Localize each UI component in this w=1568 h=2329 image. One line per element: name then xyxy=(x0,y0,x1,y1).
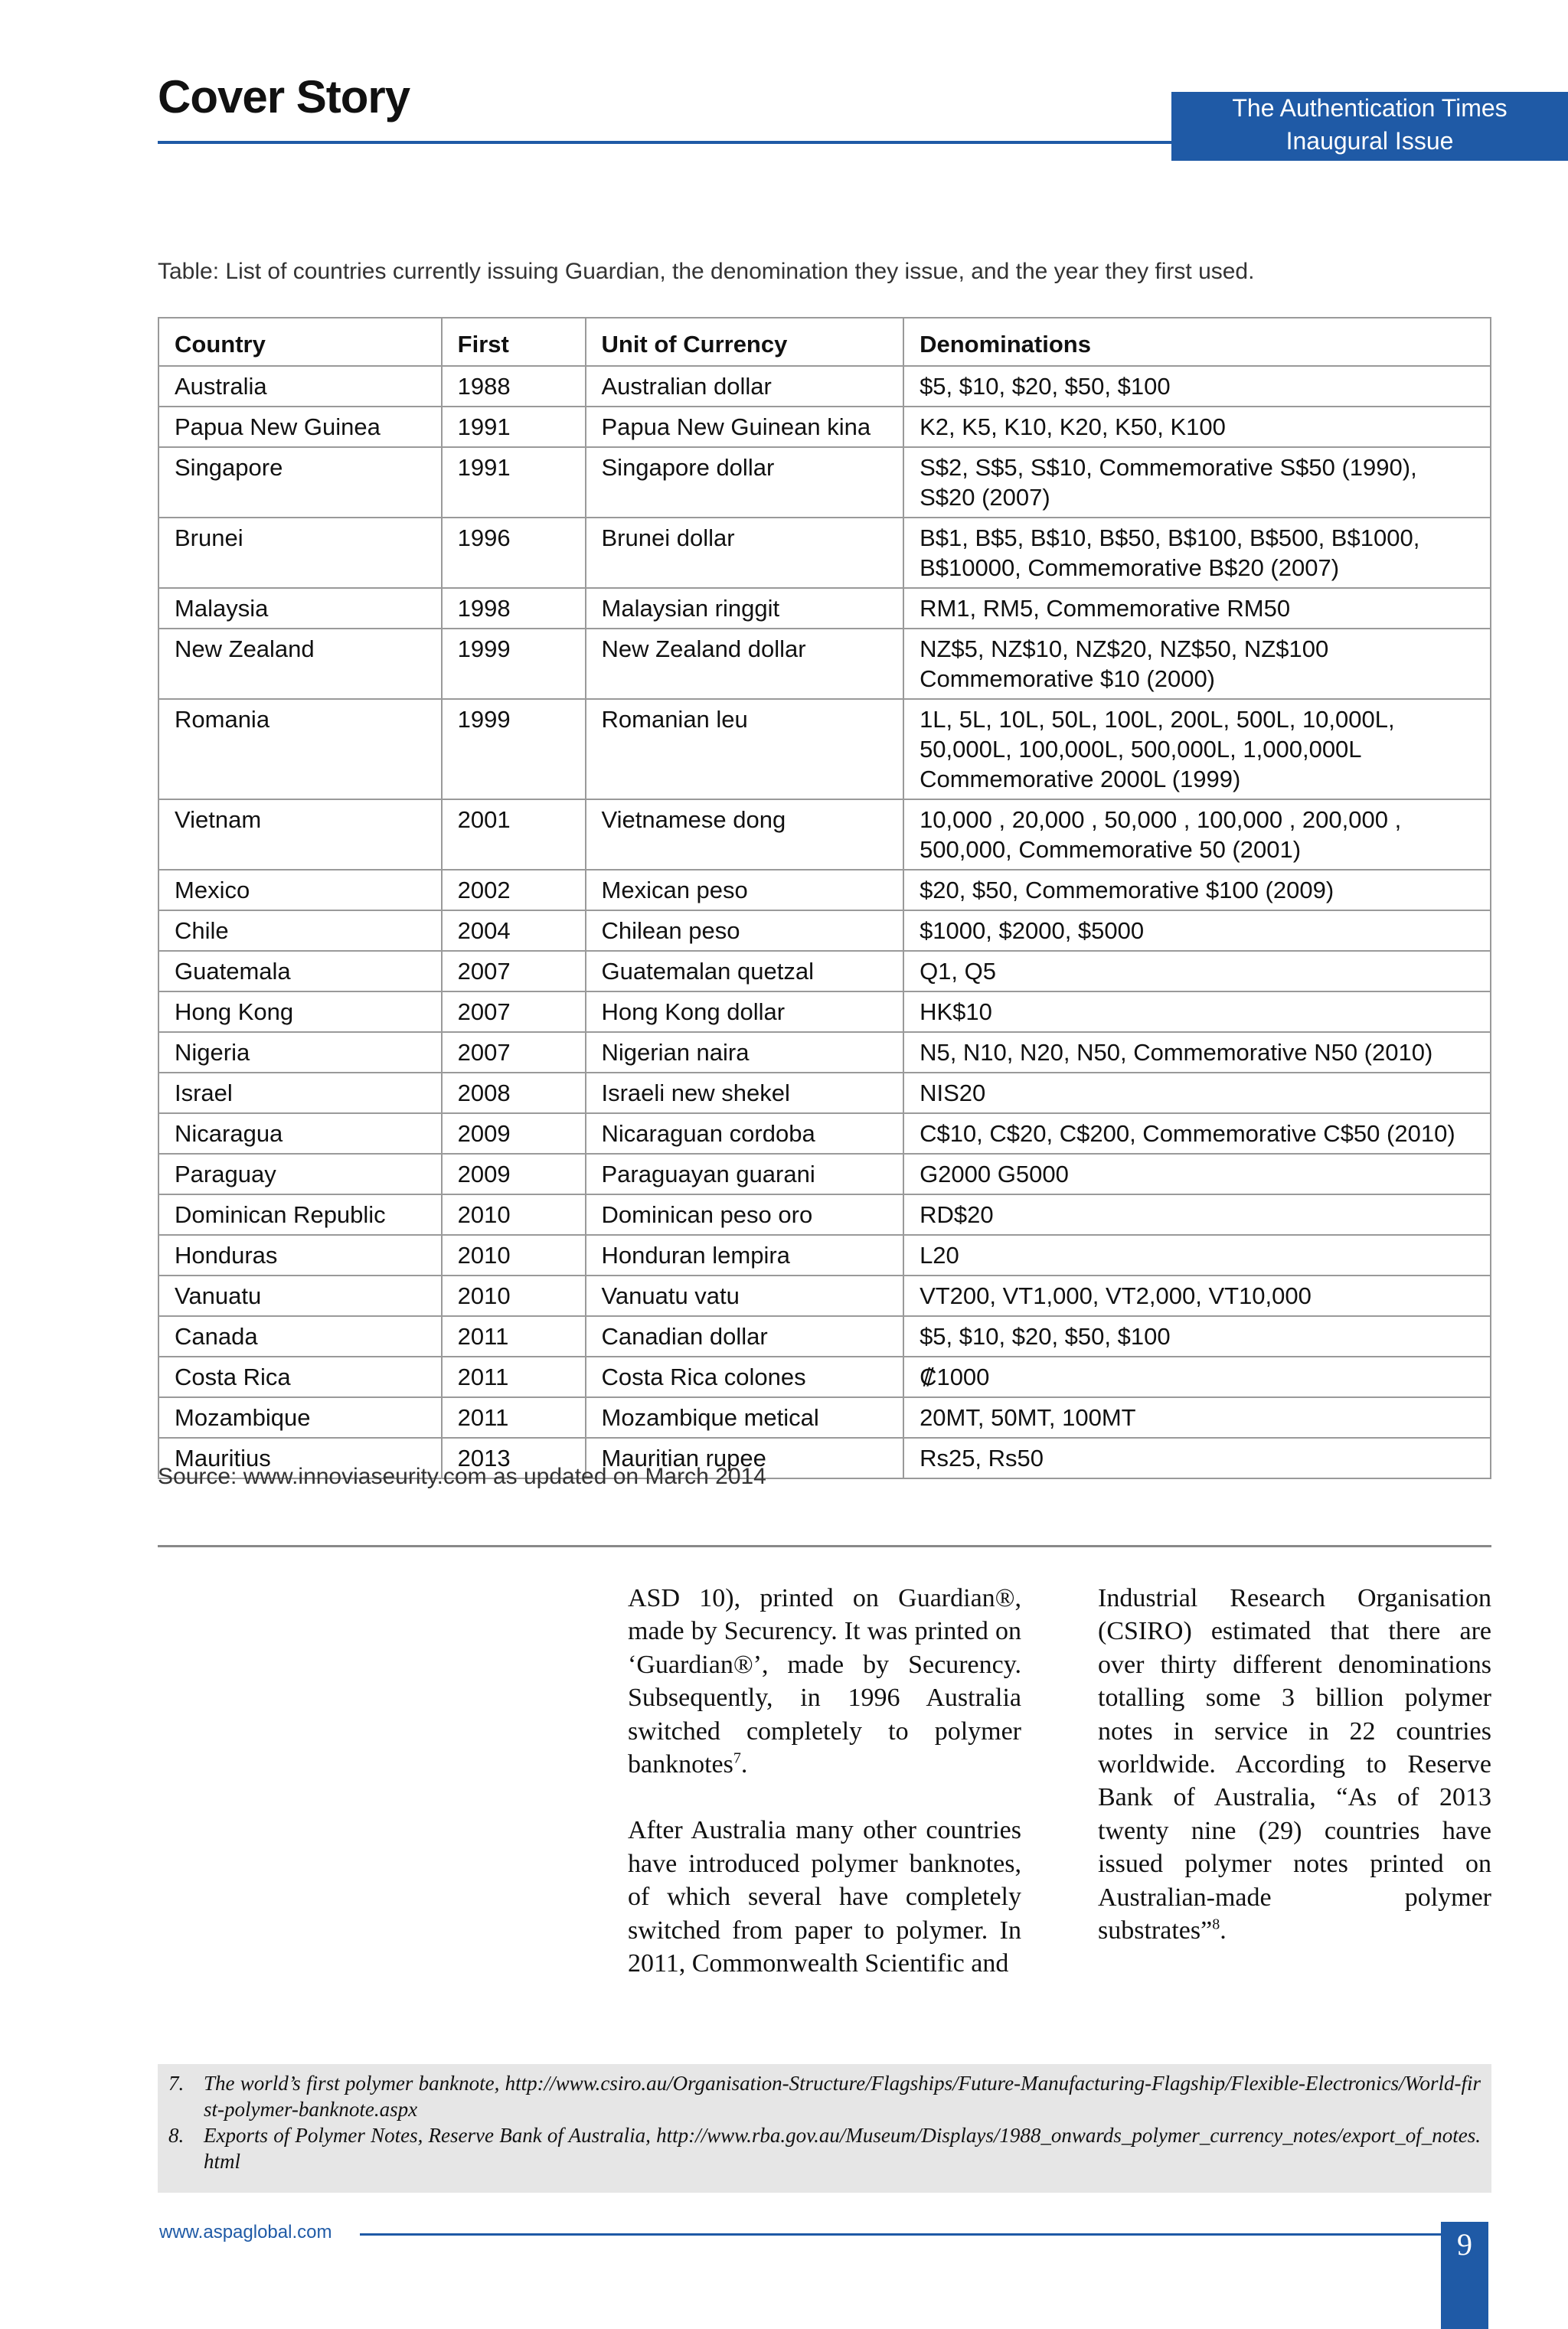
table-cell: Costa Rica xyxy=(158,1357,442,1397)
table-cell: Vietnam xyxy=(158,799,442,870)
table-cell: 1L, 5L, 10L, 50L, 100L, 200L, 500L, 10,000L, 50,000L, 100,000L, 500,000L, 1,000,000L Commemorative 2000L (1999) xyxy=(903,699,1491,799)
table-cell: ₡1000 xyxy=(903,1357,1491,1397)
table-cell: B$1, B$5, B$10, B$50, B$100, B$500, B$1000, B$10000, Commemorative B$20 (2007) xyxy=(903,518,1491,588)
table-cell: Nicaragua xyxy=(158,1113,442,1154)
footnote-ref[interactable]: 8 xyxy=(1212,1916,1220,1933)
table-cell: Hong Kong dollar xyxy=(586,991,904,1032)
table-cell: Dominican Republic xyxy=(158,1194,442,1235)
footnote-ref[interactable]: 7 xyxy=(733,1749,741,1767)
table-cell: Hong Kong xyxy=(158,991,442,1032)
table-cell: HK$10 xyxy=(903,991,1491,1032)
table-cell: 2007 xyxy=(442,991,586,1032)
table-cell: C$10, C$20, C$200, Commemorative C$50 (2010) xyxy=(903,1113,1491,1154)
table-cell: $5, $10, $20, $50, $100 xyxy=(903,1316,1491,1357)
body-column-2 xyxy=(1098,1582,1491,1980)
paragraph-text: ASD 10), printed on Guardian®, made by Securency. It was printed on ‘Guardian®’, made by Securency. Subsequently, in 1996 Australia switched completely to polymer banknotes xyxy=(628,1584,1021,1779)
table-cell: 2001 xyxy=(442,799,586,870)
footnote-number: 7. xyxy=(168,2072,185,2095)
table-cell: Honduran lempira xyxy=(586,1235,904,1276)
table-header-row xyxy=(158,318,1491,366)
table-cell: 2007 xyxy=(442,1032,586,1073)
section-title: Cover Story xyxy=(158,71,410,122)
table-cell: Costa Rica colones xyxy=(586,1357,904,1397)
punctuation: . xyxy=(1220,1916,1227,1945)
publication-badge xyxy=(1171,92,1568,161)
table-cell: Mexico xyxy=(158,870,442,910)
table-cell: $1000, $2000, $5000 xyxy=(903,910,1491,951)
table-cell: 1998 xyxy=(442,588,586,629)
table-cell: Chile xyxy=(158,910,442,951)
table-cell: N5, N10, N20, N50, Commemorative N50 (2010) xyxy=(903,1032,1491,1073)
table-cell: Mozambique xyxy=(158,1397,442,1438)
table-row xyxy=(158,407,1491,447)
column-header: Unit of Currency xyxy=(586,318,904,366)
table-cell: New Zealand xyxy=(158,629,442,699)
table-cell: Chilean peso xyxy=(586,910,904,951)
table-cell: NIS20 xyxy=(903,1073,1491,1113)
table-cell: Guatemalan quetzal xyxy=(586,951,904,991)
table-cell: RM1, RM5, Commemorative RM50 xyxy=(903,588,1491,629)
table-row xyxy=(158,366,1491,407)
paragraph: After Australia many other countries have introduced polymer banknotes, of which several have completely switched from paper to polymer. In 2011, Commonwealth Scientific and xyxy=(628,1816,1021,1978)
table-cell: Mozambique metical xyxy=(586,1397,904,1438)
table-cell: NZ$5, NZ$10, NZ$20, NZ$50, NZ$100 Commemorative $10 (2000) xyxy=(903,629,1491,699)
table-cell: 2013 xyxy=(442,1438,586,1478)
table-cell: 1999 xyxy=(442,699,586,799)
site-url-link[interactable]: www.aspaglobal.com xyxy=(159,2222,332,2242)
table-cell: Malaysia xyxy=(158,588,442,629)
table-cell: Canada xyxy=(158,1316,442,1357)
table-row xyxy=(158,1154,1491,1194)
table-cell: 2011 xyxy=(442,1357,586,1397)
column-header: Country xyxy=(158,318,442,366)
table-cell: 2008 xyxy=(442,1073,586,1113)
table-row xyxy=(158,1235,1491,1276)
table-cell: Israeli new shekel xyxy=(586,1073,904,1113)
table-cell: Australia xyxy=(158,366,442,407)
table-cell: $20, $50, Commemorative $100 (2009) xyxy=(903,870,1491,910)
table-row xyxy=(158,1357,1491,1397)
table-cell: RD$20 xyxy=(903,1194,1491,1235)
footnote xyxy=(168,2122,1481,2174)
table-cell: 2011 xyxy=(442,1397,586,1438)
footnote-number: 8. xyxy=(168,2124,185,2147)
table-cell: VT200, VT1,000, VT2,000, VT10,000 xyxy=(903,1276,1491,1316)
footer-rule xyxy=(360,2233,1441,2236)
footnote-text[interactable]: The world’s first polymer banknote, http://www.csiro.au/Organisation-Structure/Flagships/Future-Manufacturing-Flagship/Flexible-Electronics/World-first-polymer-banknote.aspx xyxy=(204,2072,1481,2121)
table-cell: 2010 xyxy=(442,1276,586,1316)
table-cell: Vietnamese dong xyxy=(586,799,904,870)
table-caption: Table: List of countries currently issuing Guardian, the denomination they issue, and the year they first used. xyxy=(158,259,1255,284)
table-source: Source: www.innoviaseurity.com as updated on March 2014 xyxy=(158,1464,766,1489)
table-row xyxy=(158,629,1491,699)
table-cell: Brunei xyxy=(158,518,442,588)
table-row xyxy=(158,518,1491,588)
table-cell: $5, $10, $20, $50, $100 xyxy=(903,366,1491,407)
table-cell: 10,000 , 20,000 , 50,000 , 100,000 , 200,000 , 500,000, Commemorative 50 (2001) xyxy=(903,799,1491,870)
table-cell: Vanuatu xyxy=(158,1276,442,1316)
table-row xyxy=(158,1397,1491,1438)
table-cell: 1988 xyxy=(442,366,586,407)
body-column-1 xyxy=(628,1582,1021,2013)
table-row xyxy=(158,447,1491,518)
table-row xyxy=(158,991,1491,1032)
table-cell: 2002 xyxy=(442,870,586,910)
table-cell: 1999 xyxy=(442,629,586,699)
table-cell: Mauritian rupee xyxy=(586,1438,904,1478)
paragraph xyxy=(1098,1582,1491,1947)
table-row xyxy=(158,1194,1491,1235)
table-cell: Mauritius xyxy=(158,1438,442,1478)
table-row xyxy=(158,1073,1491,1113)
footnote xyxy=(168,2070,1481,2122)
punctuation: . xyxy=(740,1750,748,1779)
table-cell: 2010 xyxy=(442,1194,586,1235)
table-cell: New Zealand dollar xyxy=(586,629,904,699)
footnote-text[interactable]: Exports of Polymer Notes, Reserve Bank of Australia, http://www.rba.gov.au/Museum/Displays/1988_onwards_polymer_currency_notes/export_of_notes.html xyxy=(204,2124,1481,2173)
header-rule xyxy=(158,141,1173,144)
table-cell: 2009 xyxy=(442,1154,586,1194)
currency-table xyxy=(158,317,1491,1479)
table-cell: 20MT, 50MT, 100MT xyxy=(903,1397,1491,1438)
table-cell: Vanuatu vatu xyxy=(586,1276,904,1316)
table-cell: 1991 xyxy=(442,407,586,447)
table-cell: Singapore xyxy=(158,447,442,518)
table-row xyxy=(158,699,1491,799)
table-cell: Australian dollar xyxy=(586,366,904,407)
table-cell: G2000 G5000 xyxy=(903,1154,1491,1194)
column-header: First xyxy=(442,318,586,366)
table-cell: Romania xyxy=(158,699,442,799)
table-cell: Paraguayan guarani xyxy=(586,1154,904,1194)
table-cell: 2011 xyxy=(442,1316,586,1357)
table-cell: Israel xyxy=(158,1073,442,1113)
table-cell: Mexican peso xyxy=(586,870,904,910)
table-row xyxy=(158,588,1491,629)
table-row xyxy=(158,951,1491,991)
table-row xyxy=(158,1113,1491,1154)
table-cell: Dominican peso oro xyxy=(586,1194,904,1235)
table-cell: Q1, Q5 xyxy=(903,951,1491,991)
table-cell: Malaysian ringgit xyxy=(586,588,904,629)
table-cell: Singapore dollar xyxy=(586,447,904,518)
table-cell: Nicaraguan cordoba xyxy=(586,1113,904,1154)
table-row xyxy=(158,1032,1491,1073)
table-cell: 2010 xyxy=(442,1235,586,1276)
page-number: 9 xyxy=(1441,2222,1488,2329)
table-cell: 2009 xyxy=(442,1113,586,1154)
table-cell: 2004 xyxy=(442,910,586,951)
table-cell: Rs25, Rs50 xyxy=(903,1438,1491,1478)
publication-name: The Authentication Times xyxy=(1232,94,1508,122)
table-cell: Guatemala xyxy=(158,951,442,991)
table-cell: Papua New Guinea xyxy=(158,407,442,447)
table-cell: Nigeria xyxy=(158,1032,442,1073)
paragraph xyxy=(628,1582,1021,1781)
table-cell: 2007 xyxy=(442,951,586,991)
table-cell: 1996 xyxy=(442,518,586,588)
issue-label: Inaugural Issue xyxy=(1285,127,1454,155)
table-cell: Honduras xyxy=(158,1235,442,1276)
table-row xyxy=(158,1276,1491,1316)
table-cell: 1991 xyxy=(442,447,586,518)
table-row xyxy=(158,1316,1491,1357)
table-cell: K2, K5, K10, K20, K50, K100 xyxy=(903,407,1491,447)
table-row xyxy=(158,870,1491,910)
footnotes xyxy=(158,2064,1491,2193)
table-row xyxy=(158,799,1491,870)
column-header: Denominations xyxy=(903,318,1491,366)
table-cell: Papua New Guinean kina xyxy=(586,407,904,447)
paragraph-text: Industrial Research Organisation (CSIRO) estimated that there are over thirty different denominations totalling some 3 billion polymer notes in service in 22 countries worldwide. According to Reserve Bank of Australia, “As of 2013 twenty nine (29) countries have issued polymer notes printed on Australian-made polymer substrates” xyxy=(1098,1584,1491,1945)
table-cell: S$2, S$5, S$10, Commemorative S$50 (1990), S$20 (2007) xyxy=(903,447,1491,518)
table-cell: Brunei dollar xyxy=(586,518,904,588)
table-body xyxy=(158,366,1491,1478)
section-divider xyxy=(158,1545,1491,1547)
table-cell: Canadian dollar xyxy=(586,1316,904,1357)
table-cell: Romanian leu xyxy=(586,699,904,799)
table-cell: Nigerian naira xyxy=(586,1032,904,1073)
table-row xyxy=(158,910,1491,951)
table-cell: L20 xyxy=(903,1235,1491,1276)
table-cell: Paraguay xyxy=(158,1154,442,1194)
